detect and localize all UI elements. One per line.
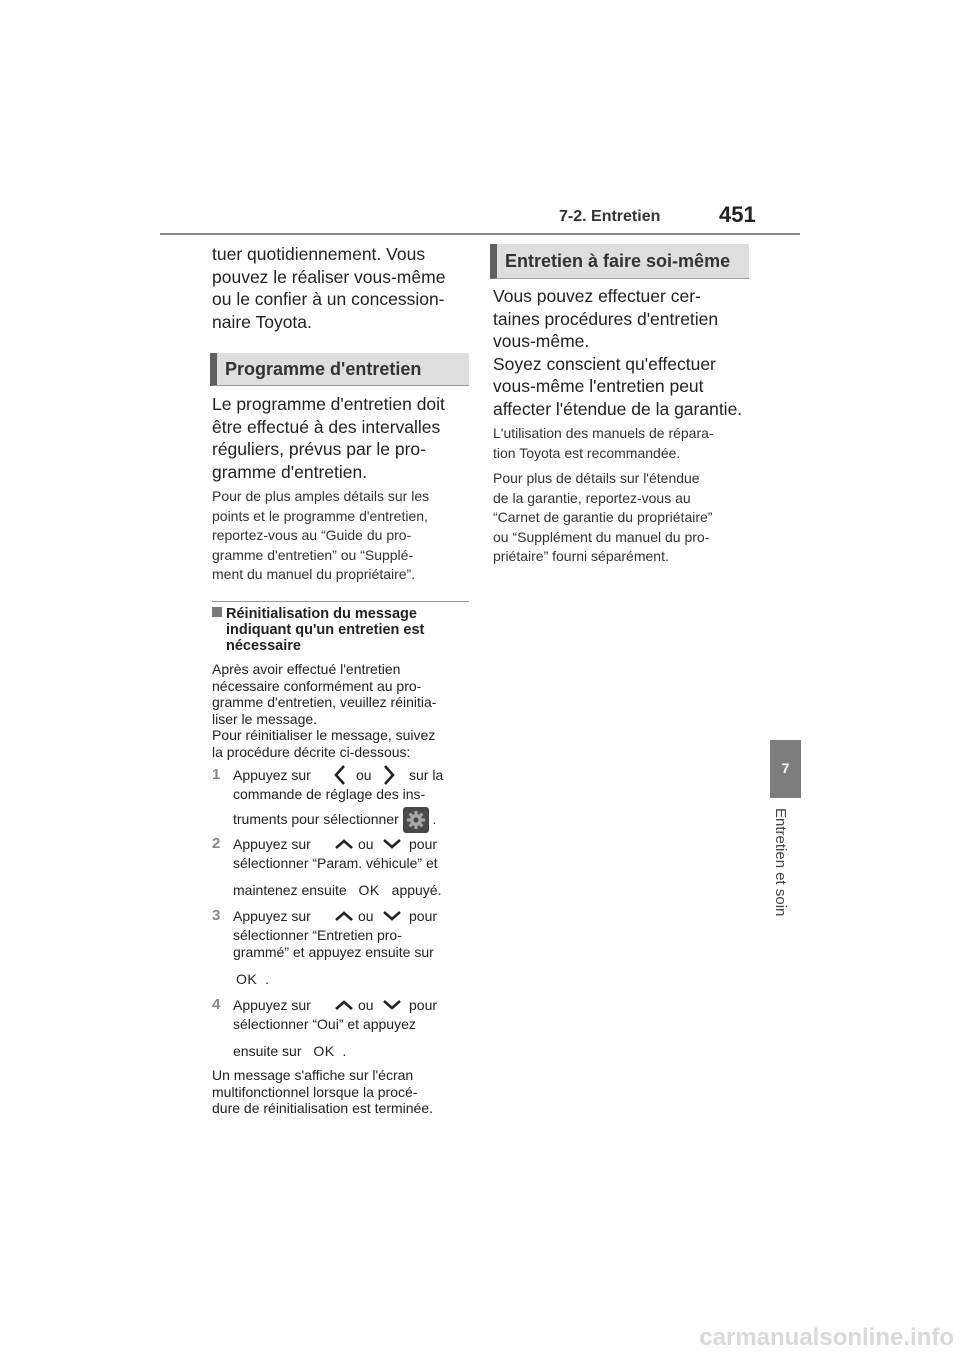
step-number: 3 — [212, 907, 221, 924]
chevron-down-icon — [382, 910, 402, 922]
page-number: 451 — [719, 202, 756, 227]
text-line: gramme d'entretien” ou “Supplé- — [212, 546, 414, 563]
text-line: réguliers, prévus par le pro- — [212, 439, 426, 459]
text-line: points et le programme d'entretien, — [212, 507, 428, 524]
text-line: priétaire” fourni séparément. — [493, 548, 669, 564]
text-line: Le programme d'entretien doit — [212, 394, 445, 414]
step-text: . — [432, 811, 437, 827]
step-text: pour — [409, 908, 438, 924]
step-text: sélectionner “Param. véhicule” et — [233, 855, 438, 871]
text-line: multifonctionnel lorsque la procé- — [212, 1083, 418, 1100]
chapter-number: 7 — [781, 760, 790, 776]
reset-heading — [212, 606, 474, 654]
text-line: Pour réinitialiser le message, suivez — [212, 727, 436, 743]
step-text: Appuyez sur — [233, 836, 311, 852]
header-rule — [160, 233, 800, 235]
text-line: taines procédures d'entretien — [493, 308, 719, 329]
chevron-up-icon — [334, 838, 354, 850]
ok-button-label: OK — [358, 882, 380, 898]
text-line: vous-même l'entretien peut — [493, 376, 704, 396]
step-4 — [212, 996, 474, 1060]
chapter-title: Entretien et soin — [772, 808, 789, 917]
chevron-down-icon — [382, 999, 402, 1011]
step-text: truments pour sélectionner — [233, 811, 399, 827]
step-text: sélectionner “Entretien pro- — [233, 927, 402, 943]
step-text: ou — [358, 908, 374, 924]
text-line: Pour de plus amples détails sur les — [212, 488, 430, 504]
text-line: de la garantie, reportez-vous au — [493, 489, 691, 506]
reset-intro — [212, 661, 474, 760]
text-line: gramme d'entretien, veuillez réinitia- — [212, 694, 437, 710]
text-line: L'utilisation des manuels de répara- — [493, 425, 714, 441]
chapter-tab — [770, 740, 801, 798]
text-line: naire Toyota. — [212, 311, 312, 332]
diy-paragraph — [493, 285, 755, 420]
step-text: sur la — [409, 767, 444, 783]
step-text: commande de réglage des ins- — [233, 786, 426, 802]
step-text: maintenez ensuite — [233, 882, 347, 898]
text-line: affecter l'étendue de la garantie. — [493, 398, 743, 419]
step-text: Appuyez sur — [233, 908, 311, 924]
text-line: vous-même. — [493, 331, 590, 351]
text-line: ment du manuel du propriétaire”. — [212, 566, 416, 582]
text-line: la procédure décrite ci-dessous: — [212, 743, 411, 760]
subsection-rule — [212, 601, 469, 602]
step-text: ensuite sur — [233, 1043, 302, 1059]
programme-heading — [210, 353, 469, 386]
text-line: Pour plus de détails sur l'étendue — [493, 470, 700, 486]
text-line: tuer quotidiennement. Vous — [212, 244, 426, 264]
step-text: ou — [356, 767, 372, 783]
step-text: ou — [358, 836, 374, 852]
step-number: 4 — [212, 996, 221, 1013]
text-line: ou “Supplément du manuel du pro- — [493, 528, 710, 545]
step-text: sélectionner “Oui” et appuyez — [233, 1016, 416, 1032]
chevron-up-icon — [334, 999, 354, 1011]
step-text: pour — [409, 836, 438, 852]
diy-note-2 — [493, 469, 755, 567]
text-line: ou le confier à un concession- — [212, 289, 445, 309]
gear-icon — [403, 807, 429, 833]
chevron-down-icon — [382, 838, 402, 850]
text-line: Soyez conscient qu'effectuer — [493, 353, 716, 374]
step-text: appuyé. — [391, 882, 442, 898]
text-line: indiquant qu'un entretien est — [226, 622, 425, 638]
diy-note-1 — [493, 424, 755, 463]
text-line: tion Toyota est recommandée. — [493, 444, 681, 461]
step-text: . — [265, 971, 270, 987]
text-line: Réinitialisation du message — [226, 606, 417, 622]
text-line: dure de réinitialisation est terminée. — [212, 1100, 434, 1116]
step-text: Appuyez sur — [233, 997, 311, 1013]
chapter-tab-label — [772, 808, 802, 938]
step-text: . — [342, 1043, 347, 1059]
text-line: reportez-vous au “Guide du pro- — [212, 527, 412, 543]
text-line: être effectué à des intervalles — [212, 416, 441, 437]
text-line: Un message s'affiche sur l'écran — [212, 1067, 414, 1083]
text-line: “Carnet de garantie du propriétaire” — [493, 509, 713, 525]
intro-paragraph — [212, 243, 472, 333]
step-1 — [212, 766, 474, 832]
diy-heading-text: Entretien à faire soi-même — [505, 251, 731, 271]
ok-button-label: OK — [313, 1043, 335, 1059]
chevron-left-icon — [333, 764, 347, 786]
watermark: carmanualsonline.info — [699, 1324, 954, 1351]
step-text: ou — [358, 997, 374, 1013]
step-2 — [212, 835, 474, 899]
square-bullet-icon — [212, 607, 222, 617]
chevron-right-icon — [382, 764, 396, 786]
step-3 — [212, 907, 474, 988]
diy-heading — [490, 244, 749, 279]
chevron-up-icon — [334, 910, 354, 922]
text-line: Après avoir effectué l'entretien — [212, 661, 401, 677]
text-line: pouvez le réaliser vous-même — [212, 266, 446, 287]
step-number: 1 — [212, 766, 221, 783]
text-line: nécessaire — [226, 638, 301, 654]
text-line: gramme d'entretien. — [212, 461, 368, 482]
programme-heading-text: Programme d'entretien — [225, 359, 422, 379]
closing-paragraph — [212, 1067, 474, 1117]
step-text: grammé” et appuyez ensuite sur — [233, 944, 434, 960]
programme-note — [212, 487, 474, 585]
programme-paragraph — [212, 393, 472, 483]
text-line: nécessaire conformément au pro- — [212, 677, 422, 694]
step-text: pour — [409, 997, 438, 1013]
step-number: 2 — [212, 835, 221, 852]
ok-button-label: OK — [236, 971, 258, 987]
step-text: Appuyez sur — [233, 767, 311, 783]
section-title: 7-2. Entretien — [559, 208, 661, 225]
text-line: Vous pouvez effectuer cer- — [493, 286, 701, 306]
text-line: liser le message. — [212, 710, 318, 727]
